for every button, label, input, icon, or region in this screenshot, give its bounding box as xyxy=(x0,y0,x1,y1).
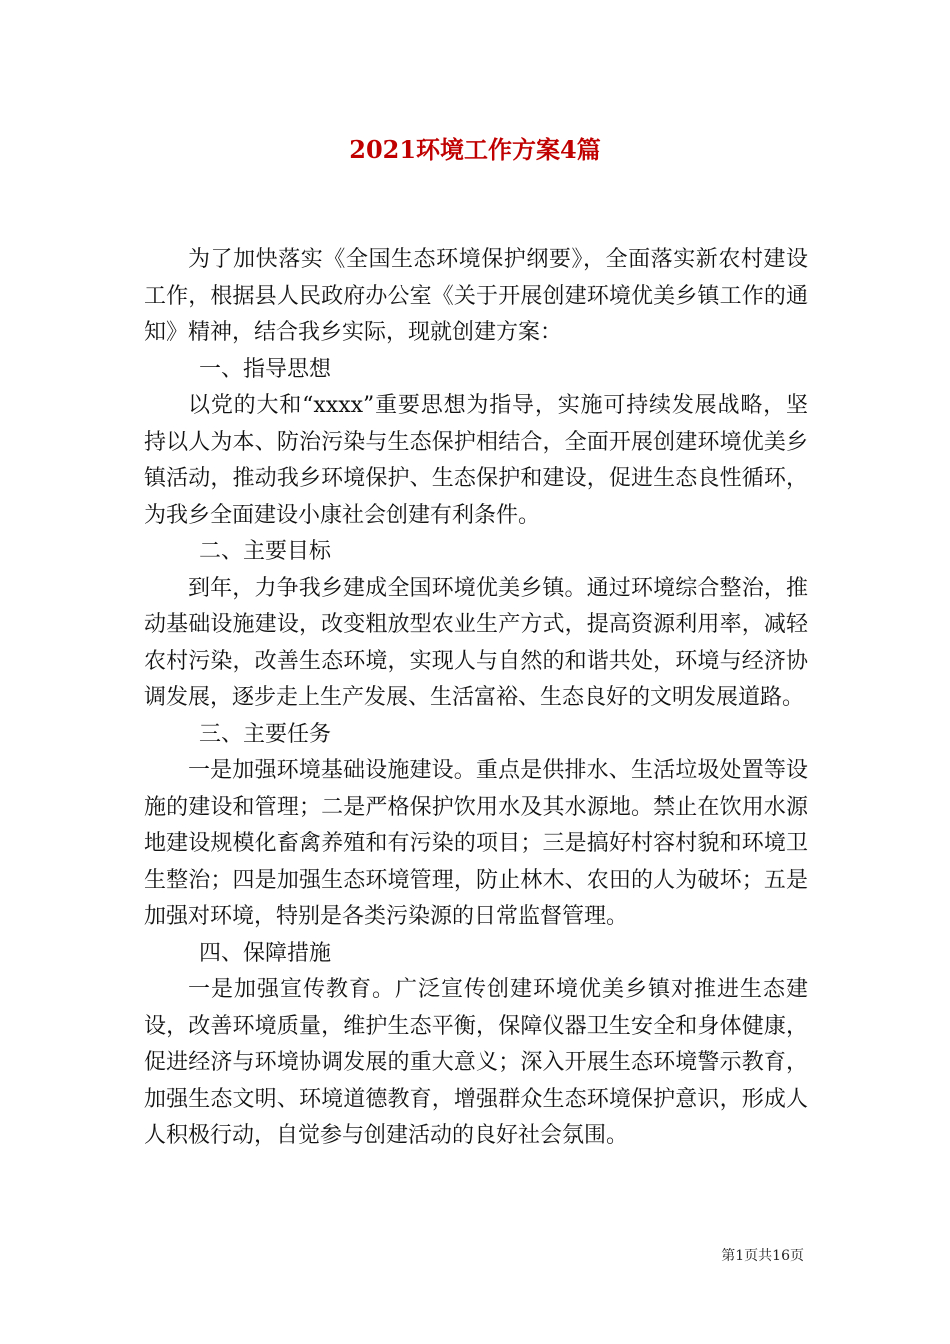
paragraph-main-tasks: 一是加强环境基础设施建设。重点是供排水、生活垃圾处置等设施的建设和管理；二是严格保护饮用水及其水源地。禁止在饮用水源地建设规模化畜禽养殖和有污染的项目；三是搞好村容村貌和环境卫生整治；四是加强生态环境管理，防止林木、农田的人为破坏；五是加强对环境，特别是各类污染源的日常监督管理。 xyxy=(144,758,808,929)
paragraph-intro: 为了加快落实《全国生态环境保护纲要》，全面落实新农村建设工作，根据县人民政府办公室《关于开展创建环境优美乡镇工作的通知》精神，结合我乡实际，现就创建方案： xyxy=(144,247,808,345)
document-title: 2021环境工作方案4篇 xyxy=(349,135,601,164)
paragraph-main-goals: 到年，力争我乡建成全国环境优美乡镇。通过环境综合整治，推动基础设施建设，改变粗放型农业生产方式，提高资源利用率，减轻农村污染，改善生态环境，实现人与自然的和谐共处，环境与经济协调发展，逐步走上生产发展、生活富裕、生态良好的文明发展道路。 xyxy=(144,575,808,710)
section-heading-main-goals: 二、主要目标 xyxy=(199,539,332,564)
section-heading-main-tasks: 三、主要任务 xyxy=(199,721,332,747)
paragraph-safeguards: 一是加强宣传教育。广泛宣传创建环境优美乡镇对推进生态建设，改善环境质量，维护生态平衡，保障仪器卫生安全和身体健康，促进经济与环境协调发展的重大意义；深入开展生态环境警示教育，加强生态文明、环境道德教育，增强群众生态环境保护意识，形成人人积极行动，自觉参与创建活动的良好社会氛围。 xyxy=(144,977,808,1148)
document-body xyxy=(144,242,808,1155)
page-number-footer: 第1页共16页 xyxy=(721,1248,804,1264)
paragraph-guiding-thought: 以党的大和“xxxx”重要思想为指导，实施可持续发展战略，坚持以人为本、防治污染与生态保护相结合，全面开展创建环境优美乡镇活动，推动我乡环境保护、生态保护和建设，促进生态良性循环，为我乡全面建设小康社会创建有利条件。 xyxy=(144,393,808,528)
section-heading-safeguards: 四、保障措施 xyxy=(199,940,332,966)
section-heading-guiding-thought: 一、指导思想 xyxy=(199,356,332,382)
